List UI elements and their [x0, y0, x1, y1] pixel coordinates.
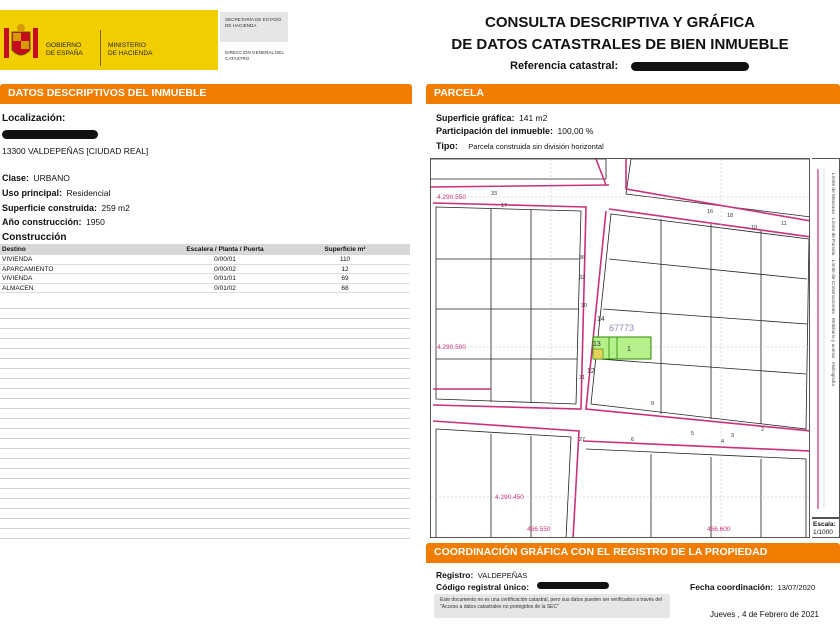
section-underline-coordinacion [426, 561, 840, 563]
table-header [0, 244, 410, 255]
tipo-value: Parcela construida sin división horizontal [468, 142, 604, 151]
document-date: Jueves , 4 de Febrero de 2021 [710, 610, 819, 619]
section-underline-inmueble [0, 102, 412, 104]
map-number: 1 [627, 346, 631, 353]
redacted-codigo [537, 582, 609, 589]
title-line-2: DE DATOS CATASTRALES DE BIEN INMUEBLE [451, 36, 789, 53]
localizacion-value: 13300 VALDEPEÑAS [CIUDAD REAL] [2, 146, 149, 156]
construccion-table [0, 244, 410, 293]
redacted-address [2, 130, 98, 139]
gobierno-line-2: DE ESPAÑA [46, 49, 83, 57]
disclaimer-notice: Este documento no es una certificación catastral, pero sus datos pueden ser verificados a través del "Acceso a datos catastrales no protegidos de la SEC" [434, 594, 670, 618]
cell-superficie: 110 [339, 256, 351, 263]
clase-label: Clase: [2, 173, 30, 183]
registro-label: Registro: [436, 570, 474, 580]
map-number: 31 [579, 375, 586, 381]
map-number: 6 [631, 437, 635, 443]
map-drawing [431, 159, 810, 538]
cell-superficie: 68 [341, 284, 349, 292]
fecha-label: Fecha coordinación: [690, 582, 774, 592]
document-header [0, 0, 840, 80]
codigo-label: Código registral único: [436, 582, 530, 592]
map-number: 36 [579, 255, 586, 261]
superficie-grafica-value: 141 m2 [518, 113, 548, 123]
header-escalera: Escalera / Planta / Puerta [186, 246, 264, 253]
tipo-row [436, 136, 604, 154]
cell-superficie: 12 [341, 265, 349, 273]
map-number: 5 [691, 431, 695, 437]
map-number: 9 [651, 401, 655, 407]
coat-of-arms-icon [4, 24, 38, 66]
map-number: 32 [579, 275, 586, 281]
ministerio-text [108, 42, 152, 57]
anio-value: 1950 [85, 217, 105, 227]
map-number: 2 [761, 427, 765, 433]
superficie-grafica-label: Superficie gráfica: [436, 113, 515, 123]
cadastral-map[interactable] [430, 158, 810, 538]
legend-text: Límite de Manzana · Límite de Parcela · Límite de Construcciones · Mobiliario y aceras · Hidrografía [830, 173, 835, 387]
ministerio-line-2: DE HACIENDA [108, 49, 153, 57]
superficie-label: Superficie construida: [2, 203, 98, 213]
map-coord-label: 4.290.450 [495, 494, 524, 501]
fecha-row [690, 577, 815, 595]
table-row [0, 255, 410, 265]
section-underline-parcela [426, 102, 840, 104]
referencia-label: Referencia catastral: [510, 60, 619, 72]
map-number: 11 [781, 221, 787, 227]
map-number: 10 [751, 225, 758, 231]
header-superficie: Superficie m² [324, 246, 366, 253]
table-row [0, 274, 410, 284]
map-number: 3 [731, 433, 735, 439]
logo-divider [100, 30, 101, 66]
participacion-value: 100,00 % [557, 126, 594, 136]
superficie-value: 259 m2 [101, 203, 130, 213]
section-header-parcela: PARCELA [426, 84, 840, 102]
document-title [440, 12, 800, 56]
map-coord-label: 4.290.550 [437, 194, 466, 201]
section-title-part-b: INMUEBLE [151, 87, 207, 99]
scale-label: Escala: [813, 521, 836, 528]
map-coord-label: 4.290.500 [437, 344, 466, 351]
section-header-coordinacion: COORDINACIÓN GRÁFICA CON EL REGISTRO DE LA PROPIEDAD [426, 543, 840, 561]
section-header-inmueble [0, 84, 412, 102]
map-number: 13 [593, 341, 601, 348]
table-row [0, 284, 410, 294]
map-number: 4 [721, 439, 725, 445]
redacted-referencia [631, 62, 749, 71]
cell-superficie: 69 [341, 275, 349, 283]
referencia-catastral [510, 60, 749, 72]
secretaria-text: SECRETARÍA DE ESTADO DE HACIENDA [225, 17, 282, 28]
table-row [0, 265, 410, 275]
map-coord-label: 466.550 [527, 526, 551, 533]
section-title-part-a: DATOS DESCRIPTIVOS DEL [8, 87, 152, 99]
map-number: 17 [501, 203, 508, 209]
uso-value: Residencial [66, 188, 111, 198]
anio-row [2, 212, 105, 230]
cell-escalera: 0/00/01 [214, 256, 236, 263]
tipo-label: Tipo: [436, 141, 458, 151]
gobierno-line-1: GOBIERNO [46, 42, 82, 49]
cell-destino: VIVIENDA [2, 275, 33, 283]
localizacion-label: Localización: [2, 113, 66, 124]
map-number: 18 [727, 213, 734, 219]
map-legend [812, 158, 840, 518]
gobierno-text [46, 42, 96, 57]
map-number: 14 [597, 316, 605, 323]
header-destino: Destino [2, 246, 26, 253]
scale-value: 1/1000 [813, 529, 833, 536]
construccion-heading: Construcción [2, 232, 67, 243]
parcel-ref-label: 67773 [609, 323, 635, 333]
scale-indicator [812, 518, 840, 538]
uso-label: Uso principal: [2, 188, 63, 198]
government-logo-block [0, 10, 218, 70]
anio-label: Año construcción: [2, 217, 82, 227]
cell-destino: VIVIENDA [2, 256, 33, 263]
legend-drawing [812, 159, 840, 519]
cell-destino: ALMACEN [2, 284, 34, 292]
cell-escalera: 0/01/01 [214, 275, 236, 283]
map-coord-label: 466.600 [707, 526, 731, 533]
codigo-row [436, 577, 609, 595]
title-line-1: CONSULTA DESCRIPTIVA Y GRÁFICA [484, 14, 755, 31]
direccion-text: DIRECCIÓN GENERAL DEL CATASTRO [225, 50, 284, 61]
map-number: 33 [491, 191, 498, 197]
clase-value: URBANO [33, 173, 70, 183]
map-number: 27 [579, 437, 586, 443]
cell-escalera: 0/00/02 [214, 265, 236, 273]
cell-destino: APARCAMIENTO [2, 265, 54, 273]
registro-value: VALDEPEÑAS [477, 571, 528, 580]
map-number: 30 [581, 303, 588, 309]
map-number: 12 [587, 368, 595, 375]
fecha-value: 13/07/2020 [777, 583, 816, 592]
empty-table-lines [0, 299, 410, 547]
ministerio-line-1: MINISTERIO [108, 42, 146, 49]
map-number: 16 [707, 209, 714, 215]
participacion-label: Participación del inmueble: [436, 126, 554, 136]
cell-escalera: 0/01/02 [214, 284, 236, 292]
